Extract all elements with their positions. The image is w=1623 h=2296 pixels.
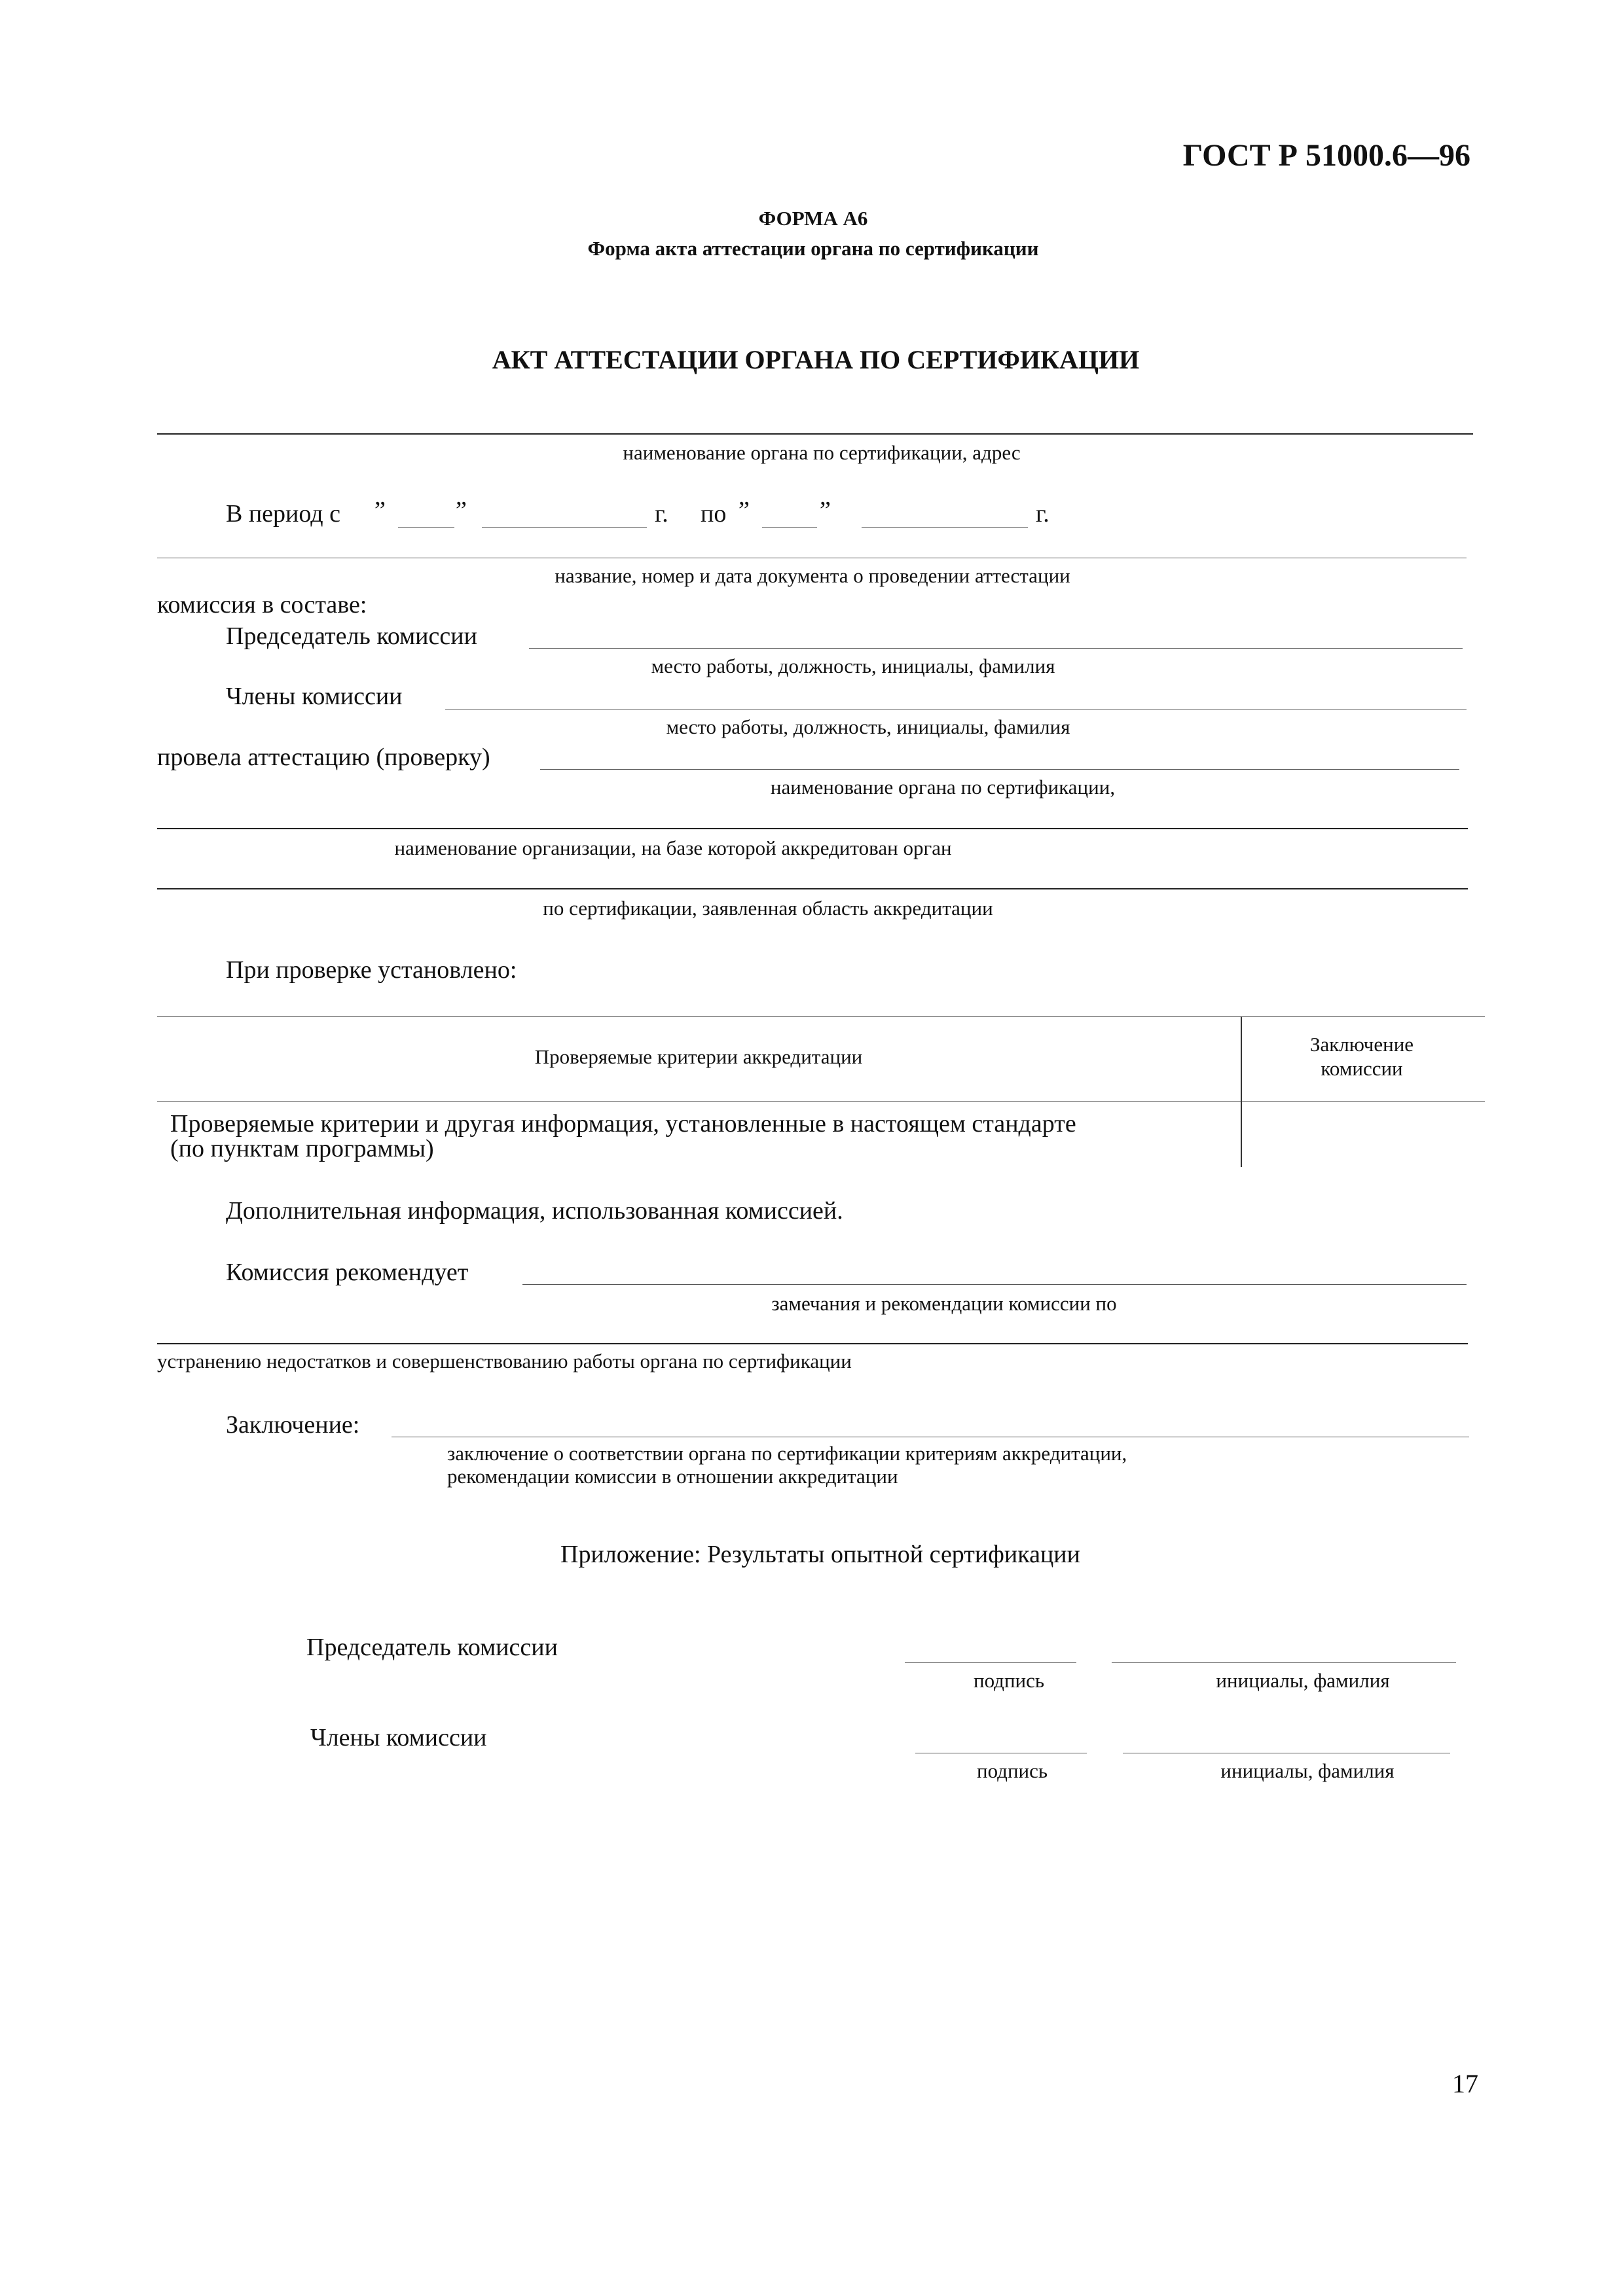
findings-label: При проверке установлено: — [226, 956, 517, 984]
conclusion-label: Заключение: — [226, 1411, 360, 1439]
attestation-caption-2: наименование организации, на базе которой аккредитован орган — [394, 836, 952, 859]
period-year-suffix-1: г. — [655, 500, 668, 528]
members-signature-caption: подпись — [976, 1759, 1048, 1782]
chairman-name-caption: инициалы, фамилия — [1216, 1669, 1390, 1692]
chairman-line[interactable] — [529, 648, 1463, 649]
table-header-conclusion-line1: Заключение — [1309, 1033, 1414, 1056]
act-title: АКТ АТТЕСТАЦИИ ОРГАНА ПО СЕРТИФИКАЦИИ — [492, 345, 1140, 374]
chairman-caption: место работы, должность, инициалы, фамилия — [651, 655, 1055, 677]
table-conclusion-cell[interactable] — [1242, 1102, 1484, 1165]
table-row-line2: (по пунктам программы) — [170, 1135, 434, 1162]
recommends-caption-2: устранению недостатков и совершенствованию работы органа по сертификации — [157, 1350, 852, 1372]
signature-chairman-label: Председатель комиссии — [306, 1634, 558, 1661]
conclusion-caption-2: рекомендации комиссии в отношении аккредитации — [447, 1465, 898, 1488]
table-header-divider — [157, 1101, 1485, 1102]
period-month-from-field[interactable] — [482, 527, 647, 528]
attestation-line-2[interactable] — [157, 828, 1468, 829]
doc-caption: название, номер и дата документа о проведении аттестации — [555, 564, 1070, 587]
form-title: Форма акта аттестации органа по сертификации — [587, 237, 1039, 260]
table-header-criteria: Проверяемые критерии аккредитации — [534, 1045, 863, 1068]
chairman-label: Председатель комиссии — [226, 622, 477, 650]
conclusion-caption-1: заключение о соответствии органа по сертификации критериям аккредитации, — [447, 1442, 1127, 1465]
period-to-label: по — [701, 500, 727, 528]
period-month-to-field[interactable] — [862, 527, 1028, 528]
recommends-line-2[interactable] — [157, 1343, 1468, 1344]
chairman-signature-caption: подпись — [973, 1669, 1045, 1692]
members-name-caption: инициалы, фамилия — [1220, 1759, 1395, 1782]
table-row-line1: Проверяемые критерии и другая информация, установленные в настоящем стандарте — [170, 1110, 1076, 1138]
period-label: В период с — [226, 500, 340, 528]
members-caption: место работы, должность, инициалы, фамилия — [666, 715, 1070, 738]
chairman-name-line[interactable] — [1112, 1662, 1456, 1663]
period-day-to-field[interactable] — [762, 527, 817, 528]
attestation-line-1[interactable] — [540, 769, 1459, 770]
period-open-quote-1: ” — [374, 497, 386, 524]
recommends-line-1[interactable] — [522, 1284, 1467, 1285]
org-name-line[interactable] — [157, 433, 1473, 435]
table-header-conclusion-line2: комиссии — [1321, 1057, 1403, 1080]
members-label: Члены комиссии — [226, 683, 403, 710]
attestation-caption-1: наименование органа по сертификации, — [770, 776, 1116, 798]
period-day-from-field[interactable] — [398, 527, 454, 528]
chairman-signature-line[interactable] — [905, 1662, 1076, 1663]
attestation-line-3[interactable] — [157, 888, 1468, 889]
period-open-quote-2: ” — [739, 497, 750, 524]
attestation-label: провела аттестацию (проверку) — [157, 744, 490, 771]
period-close-quote-1: ” — [456, 497, 467, 524]
table-top-border — [157, 1016, 1485, 1017]
form-number: ФОРМА А6 — [758, 207, 868, 230]
attestation-caption-3: по сертификации, заявленная область аккредитации — [543, 897, 993, 920]
recommends-caption-1: замечания и рекомендации комиссии по — [771, 1292, 1117, 1315]
recommends-label: Комиссия рекомендует — [226, 1259, 469, 1286]
page-number: 17 — [1452, 2069, 1478, 2098]
appendix: Приложение: Результаты опытной сертификации — [560, 1541, 1080, 1568]
additional-info: Дополнительная информация, использованная комиссией. — [226, 1197, 843, 1225]
org-name-caption: наименование органа по сертификации, адрес — [623, 441, 1021, 464]
standard-code: ГОСТ Р 51000.6—96 — [1182, 138, 1470, 173]
signature-members-label: Члены комиссии — [310, 1724, 487, 1751]
period-close-quote-2: ” — [820, 497, 831, 524]
period-year-suffix-2: г. — [1036, 500, 1049, 528]
commission-composition-label: комиссия в составе: — [157, 591, 367, 619]
